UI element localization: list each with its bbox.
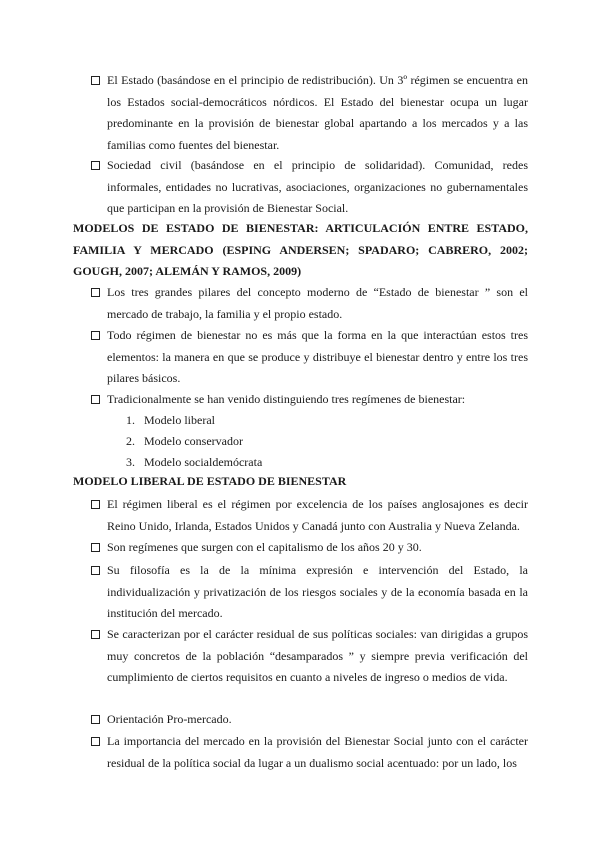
list-item	[92, 325, 528, 390]
checkbox-icon	[91, 76, 100, 85]
list-item-text: Son regímenes que surgen con el capitalismo de los años 20 y 30.	[107, 540, 422, 554]
list-item-text: Los tres grandes pilares del concepto moderno de “Estado de bienestar ” son el mercado de trabajo, la familia y el propio estado.	[107, 285, 528, 321]
list-item-text: Sociedad civil (basándose en el principio de solidaridad). Comunidad, redes informales, entidades no lucrativas, asociaciones, organizaciones no gubernamentales que participan en la provisión de Bienestar Social.	[107, 158, 528, 215]
section-heading-modelos: MODELOS DE ESTADO DE BIENESTAR: ARTICULACIÓN ENTRE ESTADO, FAMILIA Y MERCADO (ESPING ANDERSEN; SPADARO; CABRERO, 2002; GOUGH, 2007; ALEMÁN Y RAMOS, 2009)	[73, 221, 528, 278]
numbered-item-number: 1.	[126, 413, 135, 427]
list-item	[92, 731, 528, 774]
checkbox-icon	[91, 500, 100, 509]
checkbox-icon	[91, 288, 100, 297]
list-item	[92, 709, 528, 731]
list-item	[92, 282, 528, 325]
checkbox-icon	[91, 630, 100, 639]
list-item	[92, 624, 528, 689]
list-item	[92, 494, 528, 537]
checkbox-icon	[91, 566, 100, 575]
list-item-text: Se caracterizan por el carácter residual de sus políticas sociales: van dirigidas a grupos muy concretos de la población “desamparados ” y siempre previa verificación del cumplimiento de ciertos requisitos en cuanto a niveles de ingreso o medios de vida.	[107, 627, 528, 684]
checkbox-icon	[91, 331, 100, 340]
numbered-item	[126, 410, 215, 432]
numbered-item-text: Modelo socialdemócrata	[144, 455, 263, 469]
list-item-text: Tradicionalmente se han venido distinguiendo tres regímenes de bienestar:	[107, 392, 466, 406]
list-item-text: Orientación Pro-mercado.	[107, 712, 232, 726]
list-item-text: Todo régimen de bienestar no es más que la forma en la que interactúan estos tres elementos: la manera en que se produce y distribuye el bienestar dentro y entre los tres pilares básicos.	[107, 328, 528, 385]
numbered-item-number: 2.	[126, 434, 135, 448]
checkbox-icon	[91, 395, 100, 404]
numbered-item	[126, 431, 243, 453]
list-item	[92, 560, 528, 625]
list-item	[92, 537, 528, 559]
list-item-text: El régimen liberal es el régimen por excelencia de los países anglosajones es decir Reino Unido, Irlanda, Estados Unidos y Canadá junto con Australia y Nueva Zelanda.	[107, 497, 528, 533]
list-item-text: Su filosofía es la de la mínima expresión e intervención del Estado, la individualización y privatización de los riesgos sociales y de la economía basada en la institución del mercado.	[107, 563, 528, 620]
list-item	[92, 70, 528, 156]
list-item-text: La importancia del mercado en la provisión del Bienestar Social junto con el carácter residual de la política social da lugar a un dualismo social acentuado: por un lado, los	[107, 734, 528, 770]
list-item-text: El Estado (basándose en el principio de redistribución). Un 3º régimen se encuentra en los Estados social-democráticos nórdicos. El Estado del bienestar ocupa un lugar predominante en la provisión de bienestar global apartando a los mercados y a las familias como fuentes del bienestar.	[107, 73, 528, 152]
list-item	[92, 155, 528, 220]
checkbox-icon	[91, 543, 100, 552]
checkbox-icon	[91, 715, 100, 724]
list-item	[92, 389, 528, 411]
section-heading-liberal: MODELO LIBERAL DE ESTADO DE BIENESTAR	[73, 474, 347, 488]
numbered-item-number: 3.	[126, 455, 135, 469]
checkbox-icon	[91, 161, 100, 170]
numbered-item-text: Modelo liberal	[144, 413, 215, 427]
checkbox-icon	[91, 737, 100, 746]
numbered-item-text: Modelo conservador	[144, 434, 243, 448]
